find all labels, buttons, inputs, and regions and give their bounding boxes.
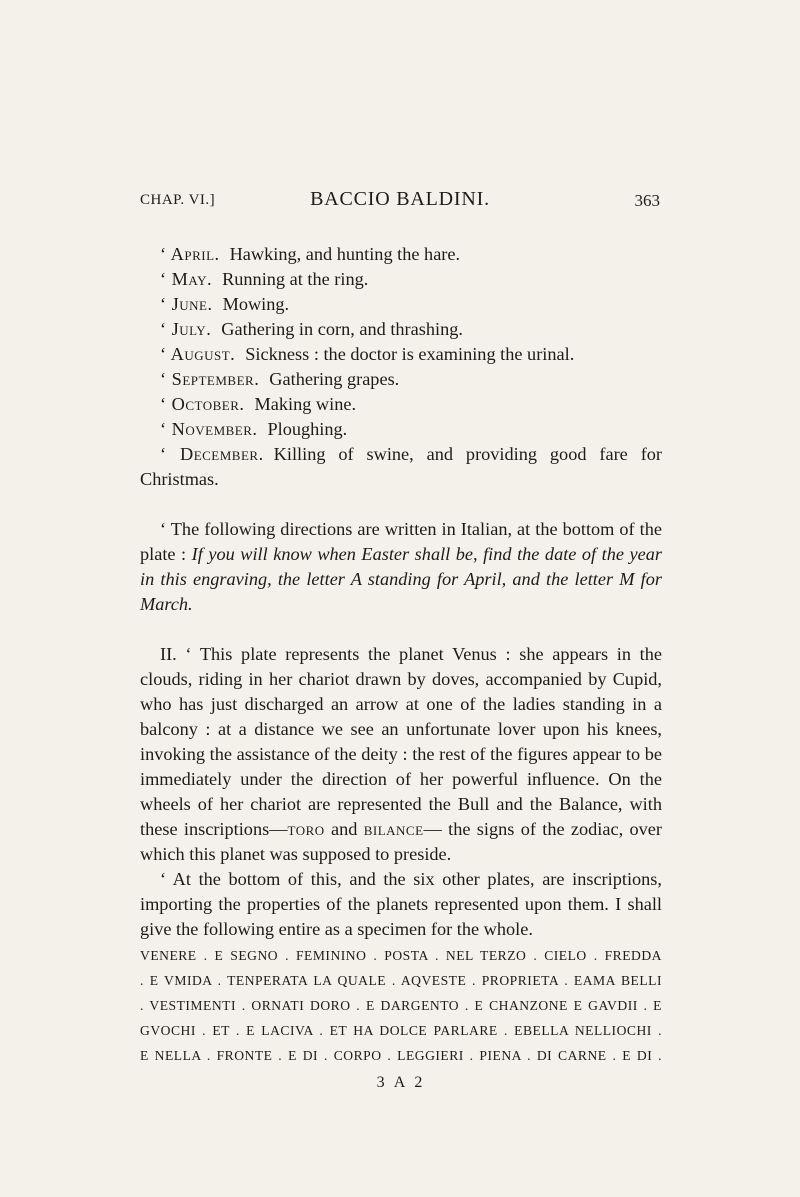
directions-paragraph xyxy=(140,517,662,617)
page-body xyxy=(140,242,662,1095)
month-description: Hawking, and hunting the hare. xyxy=(229,244,461,264)
month-entry-december xyxy=(140,442,662,492)
month-entry-november xyxy=(140,417,662,442)
month-description: Running at the ring. xyxy=(222,269,369,289)
plate-two-text: II. ‘ This plate represents the planet Venus : she appears in the clouds, riding in her chariot drawn by doves, accompanied by Cupid, who has just discharged an arrow at one of the ladies standing in a balcony : at a distance we see an unfortunate lover upon his knees, invoking the assistance of the deity : the rest of the figures appear to be immediately under the direction of her powerful influence. On the wheels of her chariot are represented the Bull and the Balance, with these inscriptions— xyxy=(140,644,662,839)
month-entry-april xyxy=(140,242,662,267)
plate-two-text-end: — the signs of the zodiac, over which this planet was supposed to preside. xyxy=(140,819,662,864)
month-name: ‘ August. xyxy=(160,344,236,364)
month-name: ‘ July. xyxy=(160,319,212,339)
plate-two-paragraph xyxy=(140,642,662,867)
inscription-line: VENERE . E SEGNO . FEMININO . POSTA . NEL TERZO . CIELO . FREDDA xyxy=(140,948,662,963)
inscription-line: . VESTIMENTI . ORNATI DORO . E DARGENTO . E CHANZONE E GAVDII . E xyxy=(140,998,662,1013)
month-entry-september xyxy=(140,367,662,392)
month-entry-october xyxy=(140,392,662,417)
month-description: Making wine. xyxy=(254,394,357,414)
month-description: Mowing. xyxy=(222,294,290,314)
signature-mark: 3 A 2 xyxy=(376,1074,426,1091)
directions-italic: If you will know when Easter shall be, find the date of the year in this engraving, the letter A standing for April, and the letter M for March. xyxy=(140,544,662,614)
month-description: Gathering grapes. xyxy=(269,369,400,389)
inscription-line: GVOCHI . ET . E LACIVA . ET HA DOLCE PARLARE . EBELLA NELLIOCHI . xyxy=(140,1023,662,1038)
running-header xyxy=(140,188,660,216)
inscription-line: . E VMIDA . TENPERATA LA QUALE . AQVESTE . PROPRIETA . EAMA BELLI xyxy=(140,973,662,988)
inscription-toro: toro xyxy=(287,819,325,839)
plate-two-and: and xyxy=(324,819,364,839)
month-name: ‘ April. xyxy=(160,244,220,264)
month-entry-august xyxy=(140,342,662,367)
month-description: Killing of swine, and providing good fare for Christmas. xyxy=(140,444,663,489)
directions-intro: ‘ The following directions are written in Italian, at the bottom of the plate : xyxy=(140,519,662,564)
month-name: ‘ June. xyxy=(160,294,213,314)
inscription-bilance: bilance xyxy=(363,819,424,839)
month-description: Sickness : the doctor is examining the urinal. xyxy=(245,344,575,364)
month-name: ‘ October. xyxy=(160,394,245,414)
month-name: ‘ December. xyxy=(160,444,264,464)
month-description: Ploughing. xyxy=(267,419,348,439)
chapter-label: CHAP. VI.] xyxy=(140,192,216,208)
inscriptions-intro-paragraph: ‘ At the bottom of this, and the six other plates, are inscriptions, importing the properties of the planets represented upon them. I shall give the following entire as a specimen for the whole. xyxy=(140,869,662,939)
month-name: ‘ September. xyxy=(160,369,260,389)
months-list xyxy=(140,242,662,492)
month-entry-july xyxy=(140,317,662,342)
month-entry-may xyxy=(140,267,662,292)
page-number: 363 xyxy=(634,191,660,210)
month-name: ‘ November. xyxy=(160,419,258,439)
italian-inscription xyxy=(140,943,662,1068)
month-description: Gathering in corn, and thrashing. xyxy=(221,319,463,339)
month-name: ‘ May. xyxy=(160,269,213,289)
month-entry-june xyxy=(140,292,662,317)
inscription-line: E NELLA . FRONTE . E DI . CORPO . LEGGIERI . PIENA . DI CARNE . E DI . xyxy=(140,1048,662,1063)
page-title: BACCIO BALDINI. xyxy=(310,188,490,210)
